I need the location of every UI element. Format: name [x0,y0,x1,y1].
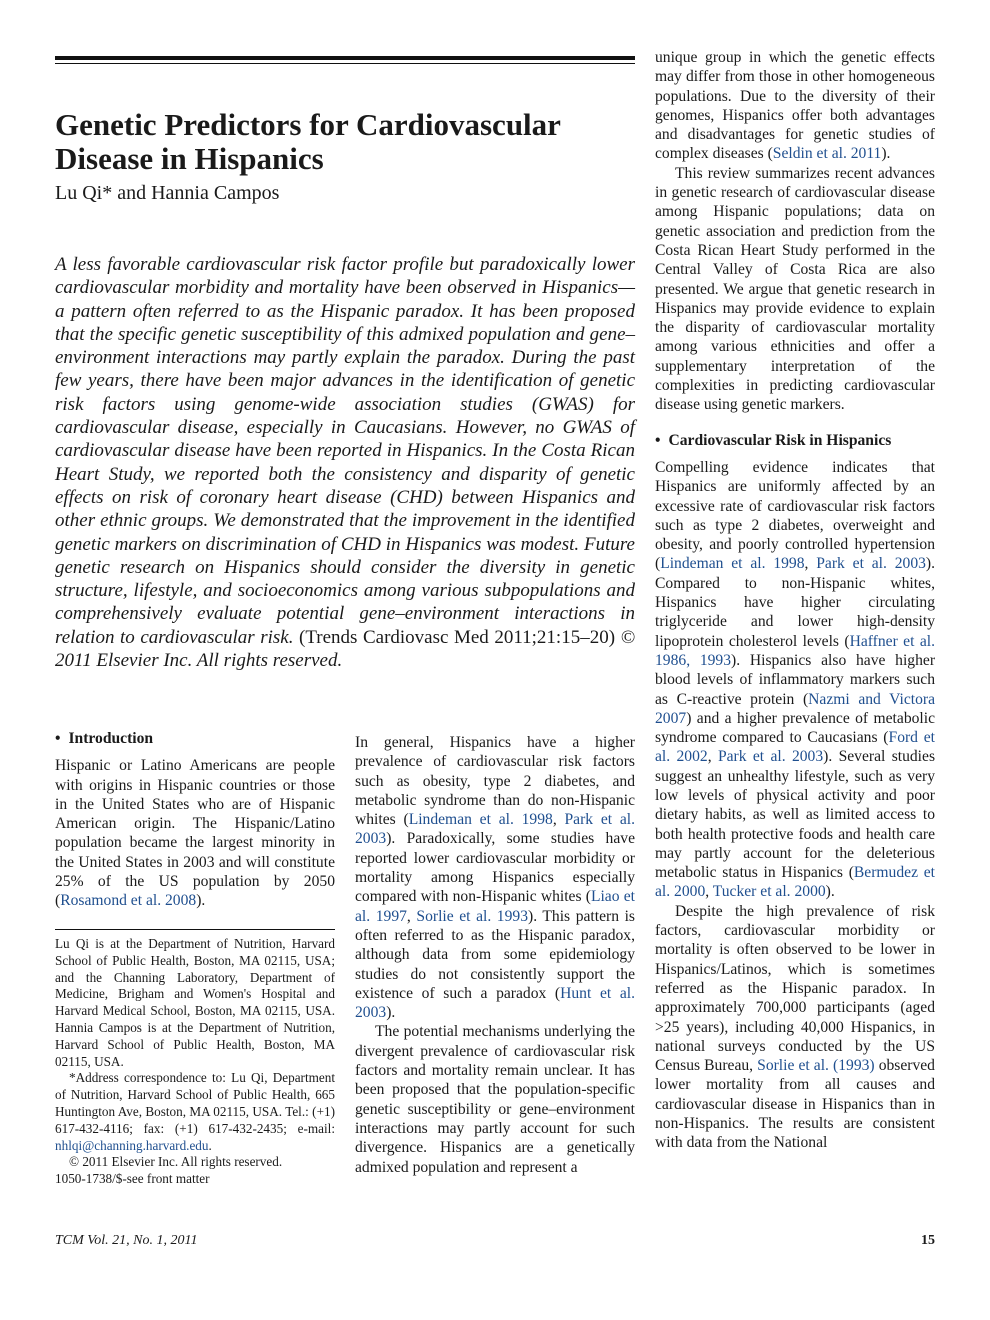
paragraph-text: Despite the high prevalence of risk factors, cardiovascular morbidity or mortality is often observed to be lower in Hispanics/Latinos, which is sometimes referred as the Hispanic paradox. In approximately 700,000 participants (aged >25 years), including 40,000 Hispanics, in national surveys conducted by the US Census Bureau, [655,902,935,1075]
reference-link[interactable]: Hunt et al. 2003 [355,984,635,1022]
paragraph [655,48,935,164]
paragraph: This review summarizes recent advances in genetic research of cardiovascular disease among Hispanic populations; data on genetic association and prediction from the Costa Rican Heart Study performed in the Central Valley of Costa Rica are also presented. We argue that genetic research in Hispanics may provide evidence to explain the disparity of cardiovascular mortality among various ethnicities and offer a supplementary interpretation of the complexities in predicting cardiovascular disease using genetic markers. [655,164,935,414]
footnote-text: *Address correspondence to: Lu Qi, Department of Nutrition, Harvard School of Public Health, 665 Huntington Ave, Boston, MA 02115, USA. Tel.: (+1) 617-432-4116; fax: (+1) 617-432-2435; e-mail: [55,1070,335,1136]
journal-footer: TCM Vol. 21, No. 1, 2011 [55,1233,198,1248]
reference-link[interactable]: Liao et al. 1997 [355,888,635,925]
paragraph-text: ). [825,883,835,901]
article-title: Genetic Predictors for Cardiovascular Disease in Hispanics [55,107,561,176]
reference-link[interactable]: Park et al. 2003 [717,748,824,766]
paragraph: The potential mechanisms underlying the divergent prevalence of cardiovascular risk factors and mortality remain unclear. It has been proposed that the population-specific genetic susceptibility or gene–environment interactions may partly account for such divergence. Hispanics are a genetically admixed population and represent a [355,1023,635,1176]
footnote-copyright: © 2011 Elsevier Inc. All rights reserved. [69,1154,283,1170]
paragraph-text: ). [196,892,206,910]
email-link[interactable]: nhlqi@channing.harvard.edu [55,1137,209,1153]
footnote-affiliation: Lu Qi is at the Department of Nutrition, Harvard School of Public Health, Boston, MA 02115, USA; and the Channing Laboratory, Department of Medicine, Brigham and Women's Hospital and Harvard Medical School, Boston, MA 02115, USA. Hannia Campos is at the Department of Nutrition, Harvard School of Public Health, Boston, MA 02115, USA. [55,936,335,1069]
reference-link[interactable]: Park et al. 2003 [355,811,636,848]
page-number: 15 [921,1233,935,1248]
paragraph-text: Compelling evidence indicates that Hispanics are uniformly affected by an excessive rate of cardiovascular risk factors such as type 2 diabetes, overweight and obesity, and poorly controlled hypertension ( [655,458,935,573]
paragraph-text: , [804,555,817,573]
footnote-text: . [208,1137,212,1153]
reference-link[interactable]: Sorlie et al. (1993) [757,1057,875,1075]
section-heading-introduction [55,729,335,748]
abstract-citation: (Trends Cardiovasc Med 2011;21:15–20) [299,626,616,648]
reference-link[interactable]: Sorlie et al. 1993 [416,907,528,925]
bullet-icon: • [655,431,661,449]
footnote-correspondence [55,1070,335,1154]
paragraph-text: unique group in which the genetic effects may differ from those in other homogeneous populations. Due to the diversity of their genomes, Hispanics offer both advantages and disadvantages for genetic studies of complex diseases ( [655,49,935,163]
section-heading-text: Cardiovascular Risk in Hispanics [668,431,892,449]
reference-link[interactable]: Nazmi and Victora 2007 [655,690,935,727]
paragraph-text: ). This pattern is often referred to as the Hispanic paradox, although data from some epidemiology studies do not consistently support the existence of such a paradox ( [355,907,635,1002]
article-authors: Lu Qi* and Hannia Campos [55,182,280,204]
column-right [655,48,935,1153]
reference-link[interactable]: Haffner et al. 1986, 1993 [655,632,935,669]
column-left [55,729,335,911]
footnote-issn: 1050-1738/$-see front matter [55,1171,210,1187]
reference-link[interactable]: Park et al. 2003 [816,555,926,573]
paragraph-text: Hispanic or Latino Americans are people with origins in Hispanic countries or those in the United States who are of Hispanic American origin. The Hispanic/Latino population became the largest minority in the United States in 2003 and will constitute 25% of the US population by 2050 ( [55,757,335,910]
bullet-icon: • [55,730,61,747]
abstract-copyright: © 2011 Elsevier Inc. All rights reserved. [55,626,636,672]
paragraph-text: , [707,748,718,766]
reference-link[interactable]: Lindeman et al. 1998 [408,811,553,829]
paragraph-text: , [552,811,565,829]
reference-link[interactable]: Lindeman et al. 1998 [660,555,805,573]
paragraph-text: ). [386,1004,396,1022]
paragraph-text: ). Hispanics also have higher blood levels of inflammatory markers such as C-reactive protein ( [655,651,936,708]
reference-link[interactable]: Seldin et al. 2011 [772,145,882,163]
paragraph-text: In general, Hispanics have a higher prevalence of cardiovascular risk factors such as obesity, type 2 diabetes, and metabolic syndrome than do non-Hispanic whites ( [355,734,635,829]
header-rule-thin [55,63,635,64]
paragraph-text: , [406,907,417,925]
column-middle [355,733,635,1177]
abstract [55,253,635,672]
reference-link[interactable]: Tucker et al. 2000 [712,883,826,901]
paragraph-text: , [705,883,713,901]
reference-link[interactable]: Rosamond et al. 2008 [60,892,197,910]
paragraph-text: observed lower mortality from all causes and cardiovascular disease in Hispanics than in non-Hispanics. The results are consistent with data from the National [655,1057,935,1152]
paragraph [355,733,635,1022]
paragraph-text: ) and a higher prevalence of metabolic syndrome compared to Caucasians ( [655,709,935,747]
abstract-text: A less favorable cardiovascular risk factor profile but paradoxically lower cardiovascular morbidity and mortality have been observed in Hispanics—a pattern often referred to as the Hispanic paradox. It has been proposed that the specific genetic susceptibility of this admixed population and gene–environment interactions may partly explain the paradox. During the past few years, there have been major advances in the identification of genetic risk factors using genome-wide association studies (GWAS) for cardiovascular disease, especially in Caucasians. However, no GWAS of cardiovascular disease have been reported in Hispanics. In the Costa Rican Heart Study, we reported both the consistency and disparity of genetic effects on risk of coronary heart disease (CHD) between Hispanics and other ethnic groups. We demonstrated that the improvement in the identified genetic markers on discrimination of CHD in Hispanics was modest. Future genetic research on Hispanics should consider the diversity in genetic structure, lifestyle, and socioeconomics among various subpopulations and comprehensively evaluate potential gene–environment interactions in relation to cardiovascular risk. [55,254,635,648]
header-rule-thick [55,56,635,60]
paragraph-text: ). [881,145,891,163]
paragraph-text: ). Several studies suggest an unhealthy lifestyle, such as very low levels of physical activity and poor dietary habits, as well as limited access to both health protective foods and health care may partly account for the deleterious metabolic status in Hispanics ( [655,748,936,882]
paragraph [55,756,335,910]
reference-link[interactable]: Ford et al. 2002 [655,729,935,766]
paragraph-text: ). Paradoxically, some studies have reported lower cardiovascular morbidity or mortality among Hispanics especially compared with non-Hispanic whites ( [355,830,635,906]
paragraph-text: ). Compared to non-Hispanic whites, Hispanics have higher circulating triglyceride and lower high-density lipoprotein cholesterol levels ( [655,555,936,650]
paragraph [655,902,935,1153]
paragraph [655,458,935,902]
section-heading-cardiovascular-risk [655,431,935,450]
section-heading-text: Introduction [68,730,154,747]
footnote-block [55,929,335,1188]
reference-link[interactable]: Bermudez et al. 2000 [655,864,936,901]
